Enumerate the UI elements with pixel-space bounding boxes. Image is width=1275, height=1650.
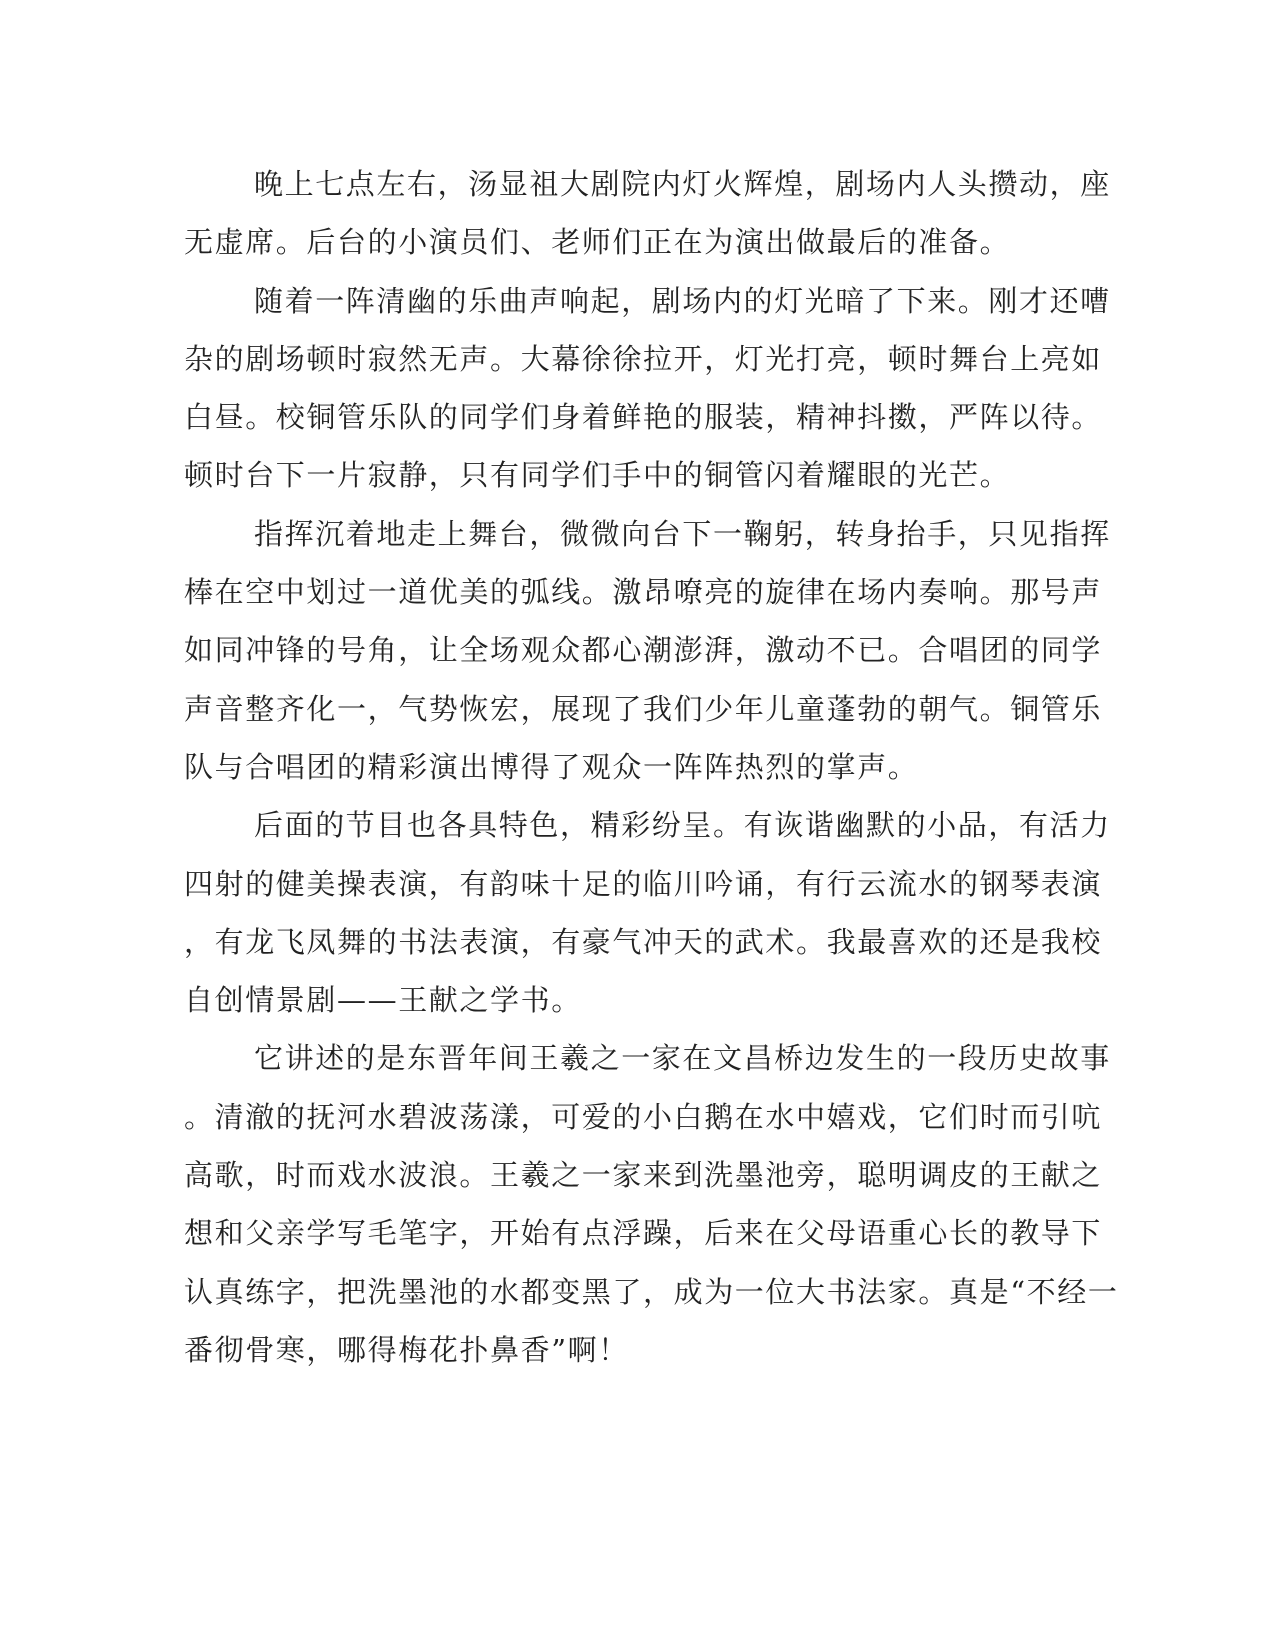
text-line: 高歌，时而戏水波浪。王羲之一家来到洗墨池旁，聪明调皮的王献之 — [184, 1158, 1103, 1193]
text-line: ，有龙飞凤舞的书法表演，有豪气冲天的武术。我最喜欢的还是我校 — [184, 924, 1103, 959]
text-line: 杂的剧场顿时寂然无声。大幕徐徐拉开，灯光打亮，顿时舞台上亮如 — [184, 341, 1103, 376]
text-line: 无虚席。后台的小演员们、老师们正在为演出做最后的准备。 — [184, 225, 1011, 260]
text-line: 白昼。校铜管乐队的同学们身着鲜艳的服装，精神抖擞，严阵以待。 — [184, 400, 1103, 435]
text-line: 声音整齐化一，气势恢宏，展现了我们少年儿童蓬勃的朝气。铜管乐 — [184, 691, 1103, 726]
paragraph — [184, 1029, 1119, 1379]
text-line: 指挥沉着地走上舞台，微微向台下一鞠躬，转身抬手，只见指挥 — [254, 516, 1111, 551]
text-line: 想和父亲学写毛笔字，开始有点浮躁，后来在父母语重心长的教导下 — [184, 1216, 1103, 1251]
paragraph — [184, 505, 1111, 796]
text-line: 。清澈的抚河水碧波荡漾，可爱的小白鹅在水中嬉戏，它们时而引吭 — [184, 1099, 1103, 1134]
text-line: 晚上七点左右，汤显祖大剧院内灯火辉煌，剧场内人头攒动，座 — [254, 167, 1111, 201]
text-line: 随着一阵清幽的乐曲声响起，剧场内的灯光暗了下来。刚才还嘈 — [254, 283, 1111, 318]
text-line: 番彻骨寒，哪得梅花扑鼻香”啊！ — [184, 1332, 629, 1367]
text-line: 认真练字，把洗墨池的水都变黑了，成为一位大书法家。真是“不经一 — [184, 1274, 1119, 1309]
paragraph — [184, 272, 1111, 505]
text-line: 它讲述的是东晋年间王羲之一家在文昌桥边发生的一段历史故事 — [254, 1041, 1111, 1076]
text-line: 如同冲锋的号角，让全场观众都心潮澎湃，激动不已。合唱团的同学 — [184, 633, 1103, 668]
text-line: 四射的健美操表演，有韵味十足的临川吟诵，有行云流水的钢琴表演 — [184, 866, 1103, 901]
text-line: 后面的节目也各具特色，精彩纷呈。有诙谐幽默的小品，有活力 — [254, 808, 1111, 843]
text-line: 顿时台下一片寂静，只有同学们手中的铜管闪着耀眼的光芒。 — [184, 458, 1011, 493]
paragraph — [184, 796, 1111, 1029]
article-body — [184, 155, 1119, 1379]
text-line: 自创情景剧——王献之学书。 — [184, 983, 582, 1018]
text-line: 棒在空中划过一道优美的弧线。激昂嘹亮的旋律在场内奏响。那号声 — [184, 575, 1103, 610]
text-line: 队与合唱团的精彩演出博得了观众一阵阵热烈的掌声。 — [184, 749, 919, 784]
paragraph — [184, 155, 1111, 272]
